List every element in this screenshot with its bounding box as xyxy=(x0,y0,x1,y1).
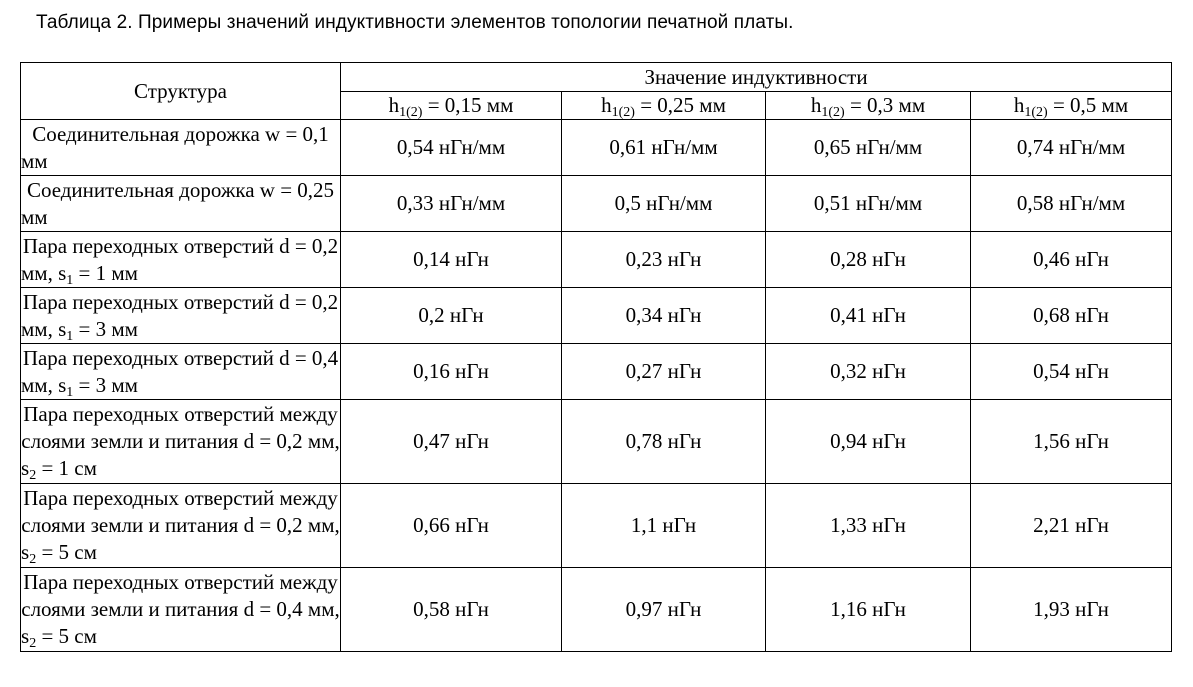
table-row xyxy=(21,344,1172,400)
row-value: 0,58 нГн/мм xyxy=(971,176,1172,232)
row-value: 0,51 нГн/мм xyxy=(766,176,971,232)
row-value: 0,78 нГн xyxy=(562,400,766,484)
row-value: 0,27 нГн xyxy=(562,344,766,400)
row-value: 0,41 нГн xyxy=(766,288,971,344)
row-value: 1,93 нГн xyxy=(971,568,1172,652)
row-value: 0,34 нГн xyxy=(562,288,766,344)
row-value: 1,33 нГн xyxy=(766,484,971,568)
row-value: 1,16 нГн xyxy=(766,568,971,652)
header-structure: Структура xyxy=(21,63,341,120)
header-column-1: $h_{1(2)} = 0,15$ мм xyxy=(341,92,562,120)
table-row xyxy=(21,484,1172,568)
table-row xyxy=(21,176,1172,232)
inductance-table xyxy=(20,62,1172,652)
row-label: Соединительная дорожка w = 0,25 мм xyxy=(21,176,341,232)
row-label: Пара переходных отверстий d = 0,2 мм, $s_1 = 3$ мм xyxy=(21,288,341,344)
row-value: 0,16 нГн xyxy=(341,344,562,400)
row-value: 0,5 нГн/мм xyxy=(562,176,766,232)
row-value: 1,56 нГн xyxy=(971,400,1172,484)
row-label: Пара переходных отверстий d = 0,4 мм, $s_1 = 3$ мм xyxy=(21,344,341,400)
row-value: 0,28 нГн xyxy=(766,232,971,288)
row-value: 0,33 нГн/мм xyxy=(341,176,562,232)
row-value: 1,1 нГн xyxy=(562,484,766,568)
table-row xyxy=(21,232,1172,288)
table-row xyxy=(21,400,1172,484)
header-column-4: $h_{1(2)} = 0,5$ мм xyxy=(971,92,1172,120)
row-label: Соединительная дорожка w = 0,1 мм xyxy=(21,120,341,176)
table-caption: Таблица 2. Примеры значений индуктивности элементов топологии печатной платы. xyxy=(36,12,794,33)
row-label: Пара переходных отверстий между слоями земли и питания d = 0,2 мм, $s_2 = 1$ см xyxy=(21,400,341,484)
row-label: Пара переходных отверстий между слоями земли и питания d = 0,4 мм, $s_2 = 5$ см xyxy=(21,568,341,652)
table-row xyxy=(21,568,1172,652)
header-column-3: $h_{1(2)} = 0,3$ мм xyxy=(766,92,971,120)
header-row-group xyxy=(21,63,1172,92)
row-value: 0,54 нГн/мм xyxy=(341,120,562,176)
header-column-2: $h_{1(2)} = 0,25$ мм xyxy=(562,92,766,120)
header-value-group: Значение индуктивности xyxy=(341,63,1172,92)
table-row xyxy=(21,120,1172,176)
row-value: 0,66 нГн xyxy=(341,484,562,568)
row-value: 0,2 нГн xyxy=(341,288,562,344)
row-value: 2,21 нГн xyxy=(971,484,1172,568)
row-value: 0,97 нГн xyxy=(562,568,766,652)
row-label: Пара переходных отверстий d = 0,2 мм, $s_1 = 1$ мм xyxy=(21,232,341,288)
row-value: 0,65 нГн/мм xyxy=(766,120,971,176)
row-value: 0,46 нГн xyxy=(971,232,1172,288)
row-value: 0,23 нГн xyxy=(562,232,766,288)
row-value: 0,54 нГн xyxy=(971,344,1172,400)
row-value: 0,61 нГн/мм xyxy=(562,120,766,176)
row-value: 0,94 нГн xyxy=(766,400,971,484)
row-label: Пара переходных отверстий между слоями земли и питания d = 0,2 мм, $s_2 = 5$ см xyxy=(21,484,341,568)
table-row xyxy=(21,288,1172,344)
row-value: 0,47 нГн xyxy=(341,400,562,484)
row-value: 0,58 нГн xyxy=(341,568,562,652)
row-value: 0,32 нГн xyxy=(766,344,971,400)
row-value: 0,14 нГн xyxy=(341,232,562,288)
row-value: 0,68 нГн xyxy=(971,288,1172,344)
row-value: 0,74 нГн/мм xyxy=(971,120,1172,176)
